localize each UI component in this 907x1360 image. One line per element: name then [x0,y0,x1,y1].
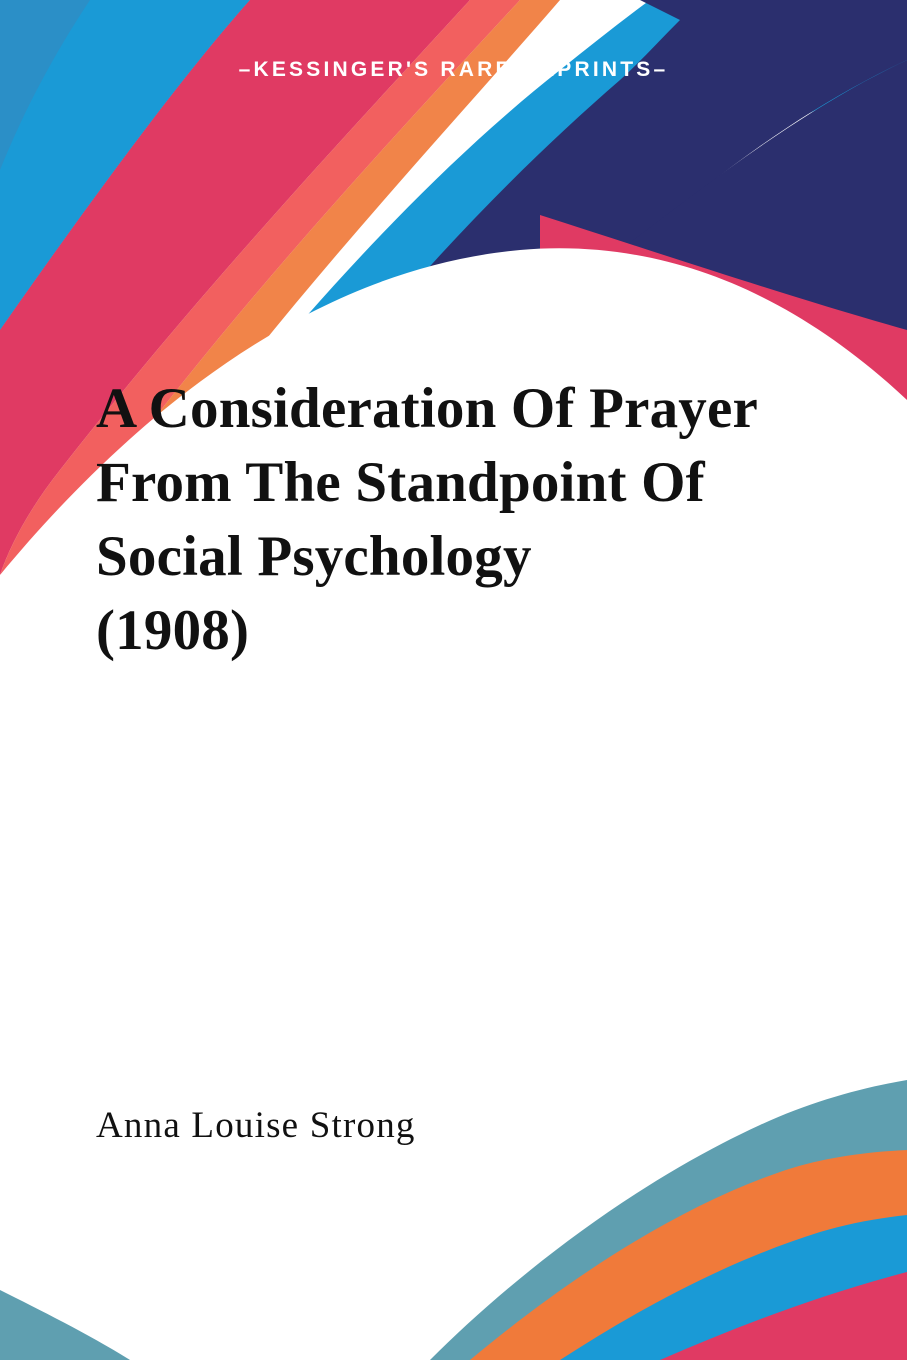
publisher-imprint: –KESSINGER'S RARE REPRINTS– [238,58,669,81]
author-name: Anna Louise Strong [96,1105,416,1146]
title-line-2: From The Standpoint Of [96,451,705,514]
page-title [96,372,812,668]
title-line-4: (1908) [96,599,250,662]
title-line-1: A Consideration Of Prayer [96,377,759,440]
title-line-3: Social Psychology [96,525,532,588]
